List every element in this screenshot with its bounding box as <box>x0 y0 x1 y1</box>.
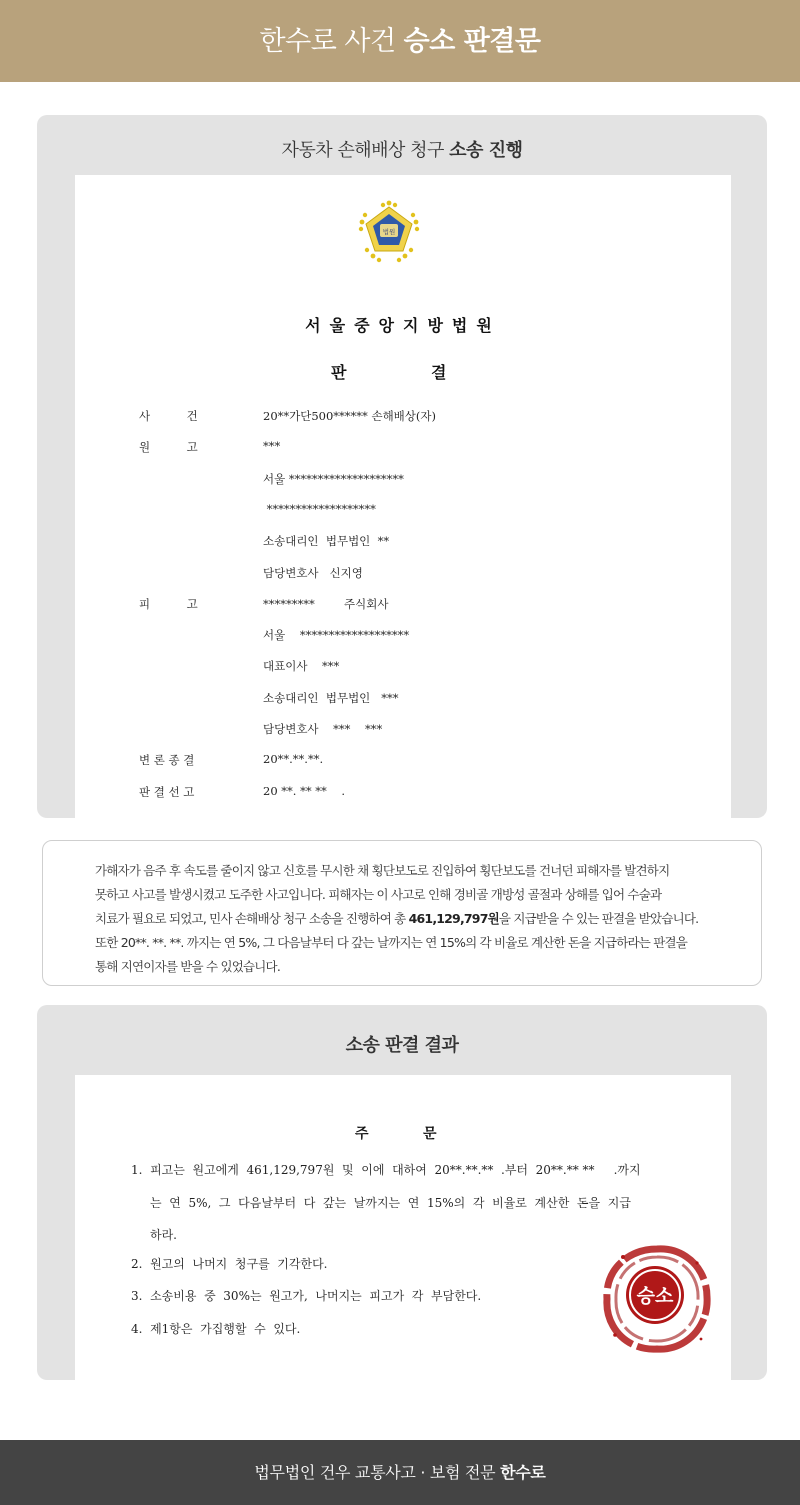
row-value: ********* 주식회사 <box>263 596 389 611</box>
row-value: 담당변호사 *** *** <box>263 722 383 736</box>
victory-stamp-icon <box>601 1243 713 1355</box>
header-title-bold: 승소 판결문 <box>403 26 541 57</box>
page-header <box>0 0 800 82</box>
order-item: 2. 원고의 나머지 청구를 기각한다. <box>131 1257 328 1271</box>
row-value: 서울 ******************** <box>263 471 404 486</box>
case-title-bold: 소송 진행 <box>449 140 523 161</box>
row-label: 피 고 <box>139 596 198 611</box>
order-document <box>75 1075 731 1380</box>
row-value: *** <box>263 439 281 454</box>
verdict-char-1: 판 <box>331 363 347 382</box>
seal-label: 법원 <box>382 228 396 236</box>
row-value: 담당변호사 신지영 <box>263 565 363 580</box>
case-section-title <box>37 115 767 162</box>
order-item: 하라. <box>150 1228 177 1242</box>
summary-line: 못하고 사고를 발생시켰고 도주한 사고입니다. 피해자는 이 사고로 인해 경비골 개방성 골절과 상해를 입어 수술과 <box>95 887 662 902</box>
row-value: 소송대리인 법무법인 ** <box>263 534 390 549</box>
row-value: 대표이사 *** <box>263 659 340 674</box>
order-item: 4. 제1항은 가집행할 수 있다. <box>131 1322 301 1336</box>
court-seal-icon <box>357 200 421 264</box>
row-value: 20**가단500****** 손해배상(자) <box>263 409 436 423</box>
order-item: 는 연 5%, 그 다음날부터 다 갚는 날까지는 연 15%의 각 비율로 계산한 돈을 지급 <box>150 1196 631 1210</box>
summary-line <box>95 907 741 931</box>
row-label: 변 론 종 결 <box>139 753 195 768</box>
row-value: 서울 ******************* <box>263 628 410 643</box>
page-footer <box>0 1440 800 1505</box>
row-value: 20**.**.**. <box>263 752 324 767</box>
case-summary <box>42 840 762 986</box>
verdict-char-2: 결 <box>431 363 447 382</box>
row-value: 소송대리인 법무법인 *** <box>263 690 399 705</box>
order-char-1: 주 <box>355 1126 369 1142</box>
footer-text: 법무법인 건우 교통사고 · 보험 전문 <box>254 1463 496 1482</box>
row-label: 원 고 <box>139 440 198 455</box>
award-amount: 461,129,797원 <box>408 911 499 926</box>
order-item: 1. 피고는 원고에게 461,129,797원 및 이에 대하여 20**.**.** .부터 20**.** ** .까지 <box>131 1163 641 1177</box>
row-value: ******************* <box>263 501 376 516</box>
summary-line: 또한 20**. **. **. 까지는 연 5%, 그 다음날부터 다 갚는 날까지는 연 15%의 각 비율로 계산한 돈을 지급하라는 판결을 <box>95 935 688 950</box>
case-title-light: 자동차 손해배상 청구 <box>281 140 444 161</box>
summary-line: 가해자가 음주 후 속도를 줄이지 않고 신호를 무시한 채 횡단보도로 진입하여 횡단보도를 건너던 피해자를 발견하지 <box>95 863 670 878</box>
summary-line: 통해 지연이자를 받을 수 있었습니다. <box>95 959 280 974</box>
footer-brand: 한수로 <box>500 1463 546 1482</box>
result-title: 소송 판결 결과 <box>345 1035 459 1056</box>
row-label: 판 결 선 고 <box>139 784 195 799</box>
header-title-light: 한수로 사건 <box>259 26 396 57</box>
court-name: 서울중앙지방법원 <box>305 316 501 335</box>
order-char-2: 문 <box>423 1126 437 1142</box>
result-section <box>37 1005 767 1380</box>
result-section-title <box>37 1005 767 1057</box>
row-label: 사 건 <box>139 409 198 423</box>
stamp-label: 승소 <box>636 1285 674 1307</box>
order-item: 3. 소송비용 중 30%는 원고가, 나머지는 피고가 각 부담한다. <box>131 1289 482 1303</box>
case-section <box>37 115 767 818</box>
summary-text: 치료가 필요로 되었고, 민사 손해배상 청구 소송을 진행하여 총 <box>95 911 409 926</box>
summary-text: 을 지급받을 수 있는 판결을 받았습니다. <box>498 911 699 926</box>
row-value: 20 **. ** ** . <box>263 783 346 798</box>
judgment-document <box>75 175 731 818</box>
